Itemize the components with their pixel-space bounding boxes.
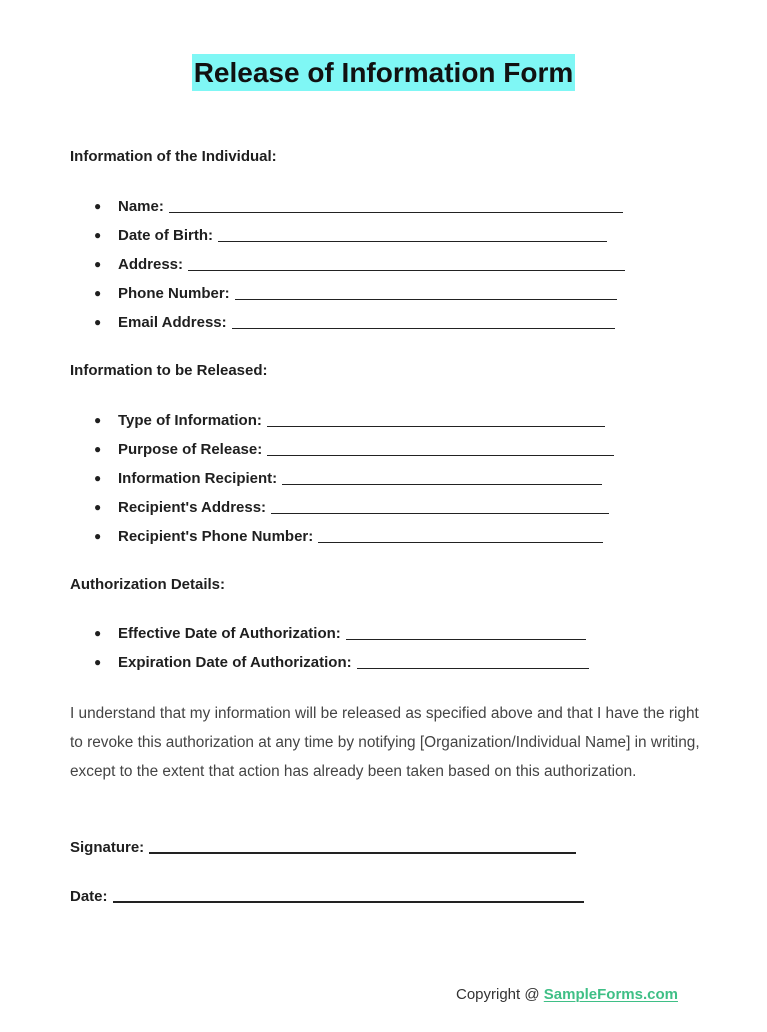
blank-line[interactable] xyxy=(357,654,589,669)
field-label: Type of Information: xyxy=(118,412,262,429)
bullet-icon: ● xyxy=(94,286,102,300)
date-label: Date: xyxy=(70,888,108,905)
blank-line[interactable] xyxy=(282,470,602,485)
blank-line[interactable] xyxy=(232,314,615,329)
field-label: Phone Number: xyxy=(118,285,230,302)
signature-field xyxy=(70,838,576,857)
blank-line[interactable] xyxy=(218,227,607,242)
brand-link[interactable]: SampleForms.com xyxy=(543,986,678,1003)
title-wrapper xyxy=(0,54,767,91)
field-purpose-of-release xyxy=(94,440,614,459)
field-information-recipient xyxy=(94,469,602,488)
bullet-icon: ● xyxy=(94,500,102,514)
blank-line[interactable] xyxy=(318,528,603,543)
authorization-statement: I understand that my information will be released as specified above and that I have the right to revoke this authorization at any time by notifying [Organization/Individual Name] in writing, except to the extent that action has already been taken based on this authorization. xyxy=(70,705,700,780)
blank-line[interactable] xyxy=(267,441,614,456)
bullet-icon: ● xyxy=(94,442,102,456)
blank-line[interactable] xyxy=(188,256,625,271)
section-heading-released: Information to be Released: xyxy=(70,362,268,379)
field-address xyxy=(94,255,625,274)
blank-line[interactable] xyxy=(267,412,605,427)
field-label: Information Recipient: xyxy=(118,470,278,487)
field-label: Recipient's Address: xyxy=(118,499,267,516)
bullet-icon: ● xyxy=(94,413,102,427)
field-date-of-birth xyxy=(94,226,607,245)
copyright-prefix: Copyright @ xyxy=(456,986,544,1003)
date-line[interactable] xyxy=(113,887,584,903)
section-heading-individual: Information of the Individual: xyxy=(70,148,277,165)
bullet-icon: ● xyxy=(94,315,102,329)
bullet-icon: ● xyxy=(94,626,102,640)
signature-line[interactable] xyxy=(149,838,576,854)
field-type-of-information xyxy=(94,411,605,430)
section-heading-authorization: Authorization Details: xyxy=(70,576,226,593)
field-phone-number xyxy=(94,284,617,303)
copyright-notice xyxy=(456,986,678,1004)
signature-label: Signature: xyxy=(70,839,145,856)
field-label: Expiration Date of Authorization: xyxy=(118,654,352,671)
blank-line[interactable] xyxy=(346,625,586,640)
field-name xyxy=(94,197,623,216)
blank-line[interactable] xyxy=(235,285,617,300)
field-expiration-date xyxy=(94,653,589,672)
form-title: Release of Information Form xyxy=(192,54,576,91)
date-field xyxy=(70,887,584,906)
field-recipient-phone-number xyxy=(94,527,603,546)
bullet-icon: ● xyxy=(94,529,102,543)
blank-line[interactable] xyxy=(271,499,609,514)
field-label: Effective Date of Authorization: xyxy=(118,625,341,642)
blank-line[interactable] xyxy=(169,198,623,213)
field-label: Address: xyxy=(118,256,184,273)
bullet-icon: ● xyxy=(94,655,102,669)
bullet-icon: ● xyxy=(94,257,102,271)
bullet-icon: ● xyxy=(94,471,102,485)
field-effective-date xyxy=(94,624,586,643)
bullet-icon: ● xyxy=(94,228,102,242)
field-label: Date of Birth: xyxy=(118,227,213,244)
field-email-address xyxy=(94,313,615,332)
field-label: Purpose of Release: xyxy=(118,441,263,458)
field-label: Email Address: xyxy=(118,314,227,331)
field-label: Name: xyxy=(118,198,164,215)
bullet-icon: ● xyxy=(94,199,102,213)
field-recipient-address xyxy=(94,498,609,517)
field-label: Recipient's Phone Number: xyxy=(118,528,314,545)
